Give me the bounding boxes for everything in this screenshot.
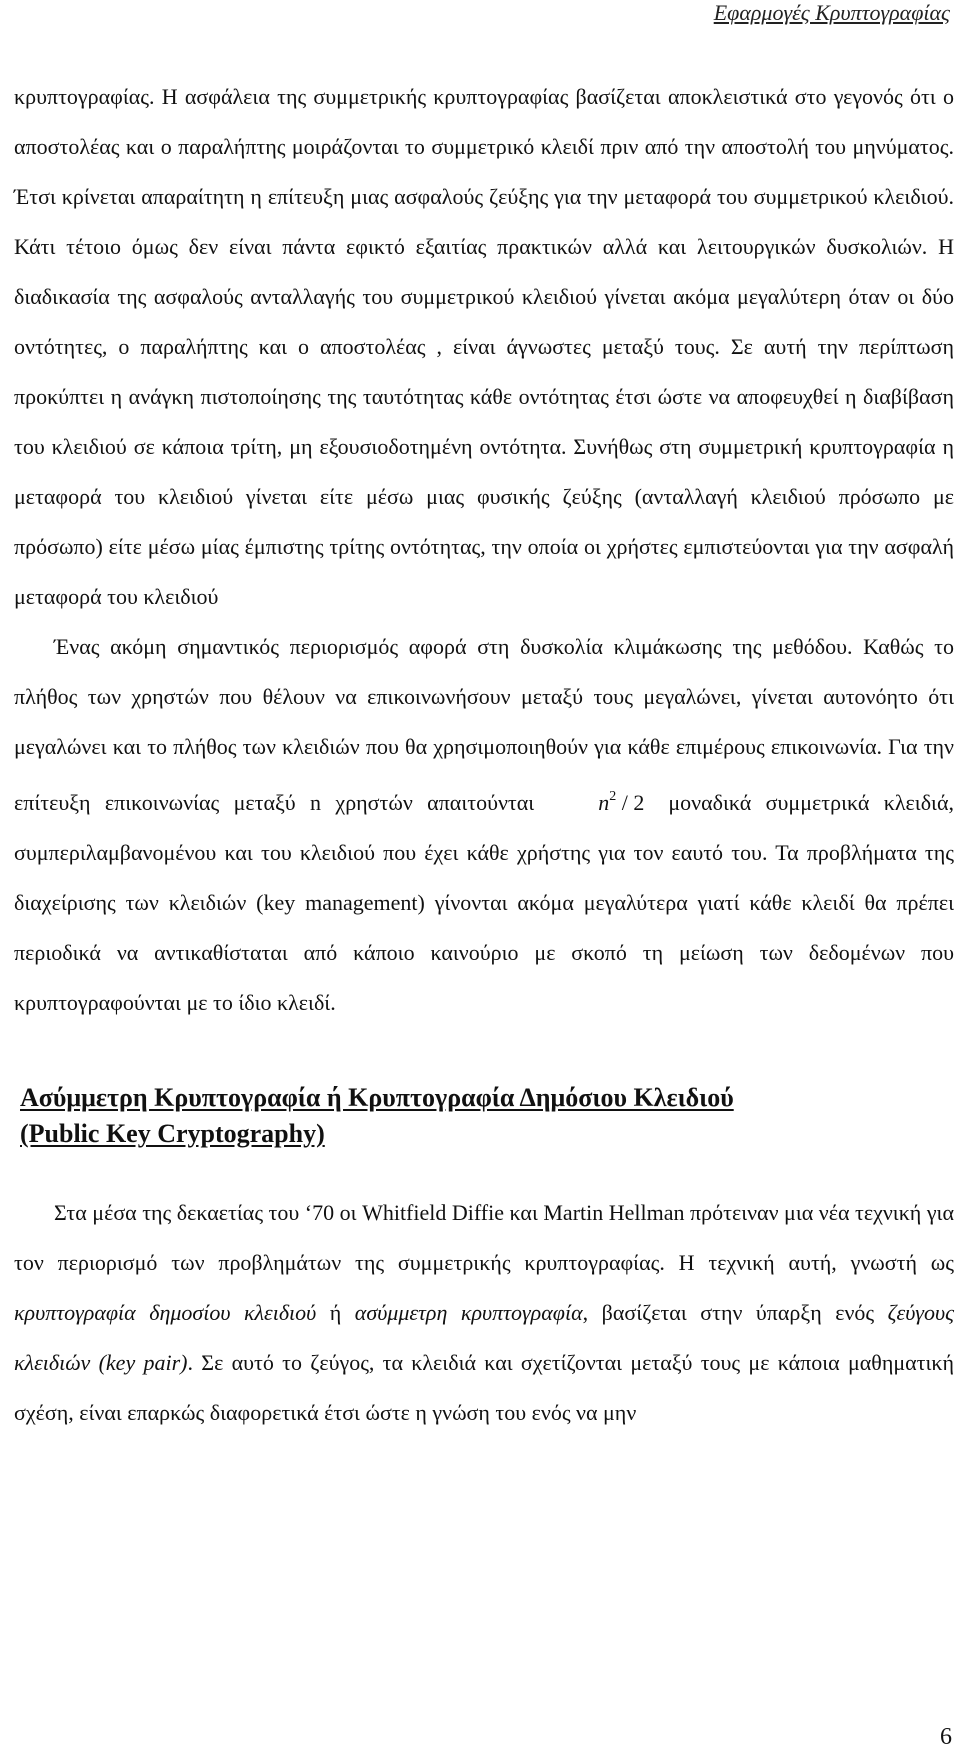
section-heading-english: (Public Key Cryptography) — [20, 1119, 325, 1148]
running-header-title: Εφαρμογές Κρυπτογραφίας — [713, 0, 950, 25]
section-heading-greek: Ασύμμετρη Κρυπτογραφία ή Κρυπτογραφία Δημόσιου Κλειδιού — [20, 1083, 734, 1112]
paragraph-scalability-text-start: Ένας ακόμη σημαντικός περιορισμός αφορά στη δυσκολία κλιμάκωσης της μεθόδου. Καθώς το πλήθος των χρηστών που θέλουν να επικοινωνήσουν μεταξύ τους μεγαλώνει, γίνεται αυτονόητο ότι μεγαλώνει και το πλήθος των κλειδιών που θα χρησιμοποιηθούν για κάθε επιμέρους επικοινωνία. Για την επίτευξη επικοινωνίας μεταξύ n χρηστών απαιτούνται — [14, 634, 954, 815]
formula-base: n — [598, 790, 610, 815]
formula-divisor: / 2 — [621, 790, 645, 815]
key-count-formula — [558, 772, 644, 828]
paragraph-public-key-intro — [14, 1188, 954, 1438]
paragraph-scalability — [14, 622, 954, 1028]
term-asymmetric-cryptography: ασύμμετρη κρυπτογραφία — [354, 1300, 583, 1325]
paragraph-scalability-text-end: μοναδικά συμμετρικά κλειδιά, συμπεριλαμβανομένου και του κλειδιού που έχει κάθε χρήστης για τον εαυτό του. Τα προβλήματα της διαχείρισης των κλειδιών (key management) γίνονται ακόμα μεγαλύτερα γιατί κάθε κλειδί θα πρέπει περιοδικά να αντικαθίσταται από κάποιο καινούριο με σκοπό τη μείωση των δεδομένων που κρυπτογραφούνται με το ίδιο κλειδί. — [14, 790, 955, 1015]
page-number: 6 — [940, 1724, 952, 1750]
paragraph-symmetric-key-exchange: κρυπτογραφίας. Η ασφάλεια της συμμετρικής κρυπτογραφίας βασίζεται αποκλειστικά στο γεγονός ότι ο αποστολέας και ο παραλήπτης μοιράζονται το συμμετρικό κλειδί πριν από την αποστολή του μηνύματος. Έτσι κρίνεται απαραίτητη η επίτευξη μιας ασφαλούς ζεύξης για την μεταφορά του συμμετρικού κλειδιού. Κάτι τέτοιο όμως δεν είναι πάντα εφικτό εξαιτίας πρακτικών αλλά και λειτουργικών δυσκολιών. Η διαδικασία της ασφαλούς ανταλλαγής του συμμετρικού κλειδιού γίνεται ακόμα μεγαλύτερη όταν οι δύο οντότητες, ο παραλήπτης και ο αποστολέας , είναι άγνωστες μεταξύ τους. Σε αυτή την περίπτωση προκύπτει η ανάγκη πιστοποίησης της ταυτότητας κάθε οντότητας έτσι ώστε να αποφευχθεί η διαβίβαση του κλειδιού σε κάποια τρίτη, μη εξουσιοδοτημένη οντότητα. Συνήθως στη συμμετρική κρυπτογραφία η μεταφορά του κλειδιού γίνεται είτε μέσω μιας φυσικής ζεύξης (ανταλλαγή κλειδιού πρόσωπο με πρόσωπο) είτε μέσω μίας έμπιστης τρίτης οντότητας, την οποία οι χρήστες εμπιστεύονται για την ασφαλή μεταφορά του κλειδιού — [14, 84, 954, 609]
paragraph-public-key-text-4: . Σε αυτό το ζεύγος, τα κλειδιά και σχετίζονται μεταξύ τους με κάποια μαθηματική σχέση, είναι επαρκώς διαφορετικά έτσι ώστε η γνώση του ενός να μην — [14, 1350, 955, 1425]
paragraph-public-key-text-2: ή — [316, 1300, 355, 1325]
section-heading — [14, 1080, 954, 1152]
document-body — [14, 72, 954, 1438]
term-key-pair: ζεύγους κλειδιών (key pair) — [14, 1300, 954, 1375]
term-public-key-cryptography: κρυπτογραφία δημοσίου κλειδιού — [14, 1300, 317, 1325]
paragraph-public-key-text-3: , βασίζεται στην ύπαρξη ενός — [582, 1300, 888, 1325]
paragraph-public-key-text-1: Στα μέσα της δεκαετίας του ‘70 οι Whitfield Diffie και Martin Hellman πρότειναν μια νέα τεχνική για τον περιορισμό των προβλημάτων της συμμετρικής κρυπτογραφίας. Η τεχνική αυτή, γνωστή ως — [14, 1200, 954, 1275]
formula-exponent: 2 — [609, 789, 617, 804]
